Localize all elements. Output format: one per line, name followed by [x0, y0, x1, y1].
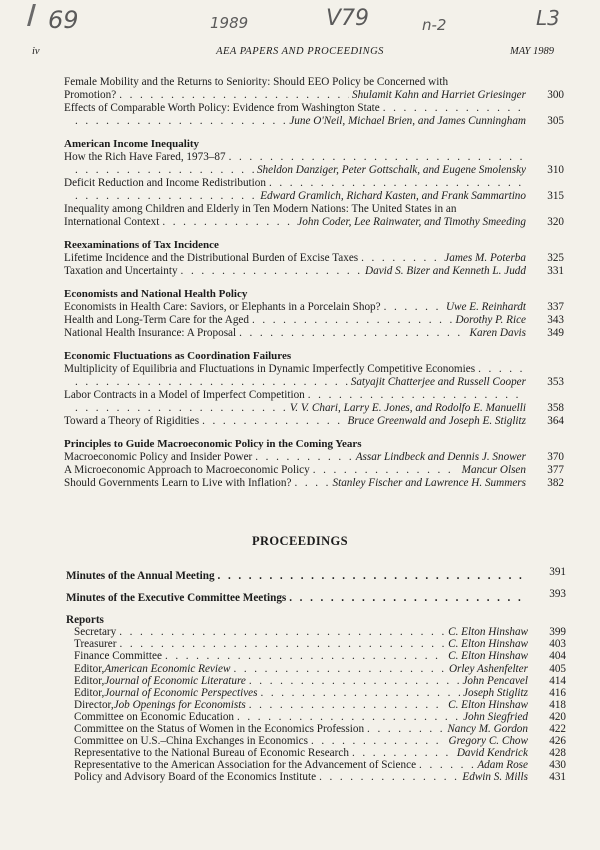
handwritten-note: n-2 — [422, 16, 447, 34]
entry-title: Committee on the Status of Women in the Economics Profession — [74, 723, 365, 736]
entry-page: 382 — [547, 477, 564, 489]
entry-author: John Siegfried — [463, 710, 528, 723]
toc-entry — [64, 177, 564, 190]
entry-author: Uwe E. Reinhardt — [445, 301, 526, 313]
leader-dots — [119, 626, 445, 638]
leader-dots — [383, 102, 523, 115]
toc-section — [64, 288, 564, 340]
page-number: iv — [32, 46, 40, 57]
entry-title: Effects of Comparable Worth Policy: Evidence from Washington State — [64, 102, 380, 114]
leader-dots — [202, 415, 344, 428]
entry-author: V. V. Chari, Larry E. Jones, and Rodolfo E. Manuelli — [289, 402, 526, 414]
entry-title: Minutes of the Executive Committee Meetings — [66, 592, 287, 605]
entry-page: 364 — [547, 415, 564, 427]
entry-line — [66, 675, 528, 687]
entry-title-line — [64, 203, 526, 216]
entry-author: Joseph Stiglitz — [463, 686, 528, 699]
toc-entry — [64, 164, 564, 177]
report-entry — [66, 759, 566, 771]
entry-page: 426 — [549, 735, 566, 748]
leader-dots — [233, 663, 446, 675]
entry-title: Representative to the National Bureau of Economic Research — [74, 747, 349, 760]
entry-title: Health and Long-Term Care for the Aged — [64, 314, 249, 326]
leader-dots — [289, 592, 525, 604]
entry-title: Director, — [74, 698, 114, 711]
toc-entry — [64, 314, 564, 327]
entry-line — [66, 771, 528, 783]
entry-page: 370 — [547, 451, 564, 463]
entry-line — [64, 402, 526, 415]
toc-entry — [64, 389, 564, 402]
toc-entry — [64, 76, 564, 102]
entry-author: Assar Lindbeck and Dennis J. Snower — [355, 451, 526, 463]
entry-line — [64, 314, 526, 327]
report-entry — [66, 650, 566, 662]
entry-title: Editor, — [74, 662, 105, 675]
entry-title: Promotion? — [64, 89, 117, 101]
leader-dots — [419, 759, 474, 771]
entry-title: Treasurer — [74, 638, 117, 651]
leader-dots — [119, 638, 445, 650]
entry-page: 305 — [547, 115, 564, 127]
entry-page: 430 — [549, 759, 566, 772]
entry-author: Shulamit Kahn and Harriet Griesinger — [351, 89, 526, 101]
entry-line — [66, 723, 528, 735]
leader-dots — [478, 363, 523, 376]
proceedings-entry — [66, 566, 566, 582]
entry-author: Edwin S. Mills — [462, 771, 528, 784]
toc-entry — [64, 415, 564, 428]
leader-dots — [75, 164, 254, 177]
report-entry — [66, 663, 566, 675]
entry-page: 320 — [547, 216, 564, 228]
leader-dots — [319, 771, 459, 783]
entry-title: Taxation and Uncertainty — [64, 265, 178, 277]
toc-entry — [64, 451, 564, 464]
proceedings-title: PROCEEDINGS — [251, 534, 349, 548]
section-heading: Principles to Guide Macroeconomic Policy in the Coming Years — [64, 438, 362, 450]
entry-title: Labor Contracts in a Model of Imperfect Competition — [64, 389, 305, 401]
entry-line — [64, 252, 526, 265]
entry-author: C. Elton Hinshaw — [448, 698, 528, 711]
toc-entry — [64, 376, 564, 389]
entry-title-line — [64, 76, 526, 89]
leader-dots — [119, 89, 349, 102]
toc-entry — [64, 203, 564, 229]
entry-author: Mancur Olsen — [461, 464, 526, 476]
entry-author: Nancy M. Gordon — [447, 723, 528, 736]
entry-page: 377 — [547, 464, 564, 476]
toc-entry — [64, 265, 564, 278]
entry-title: Minutes of the Annual Meeting — [66, 570, 215, 582]
handwritten-note: 1989 — [210, 14, 249, 32]
entry-line — [64, 190, 526, 203]
entry-line — [66, 699, 528, 711]
entry-title: International Context — [64, 216, 160, 228]
entry-page: 405 — [549, 662, 566, 675]
leader-dots — [239, 327, 466, 340]
toc-entry — [64, 464, 564, 477]
entry-page: 414 — [549, 674, 566, 687]
toc-section — [64, 438, 564, 490]
toc-entry — [64, 402, 564, 415]
entry-line — [64, 415, 526, 428]
entry-line — [64, 327, 526, 340]
report-entry — [66, 711, 566, 723]
entry-author: Sheldon Danziger, Peter Gottschalk, and Eugene Smolensky — [256, 164, 526, 176]
leader-dots — [311, 735, 446, 747]
entry-author: C. Elton Hinshaw — [448, 626, 528, 639]
entry-page: 331 — [547, 265, 564, 277]
proceedings-entry — [66, 588, 566, 605]
entry-author: James M. Poterba — [444, 252, 526, 264]
entry-line — [64, 177, 526, 190]
leader-dots — [249, 675, 460, 687]
leader-dots — [75, 115, 286, 128]
toc-entry — [64, 363, 564, 376]
report-entry — [66, 687, 566, 699]
entry-page: 404 — [549, 650, 566, 663]
publication-title: Journal of Economic Perspectives — [104, 686, 258, 699]
entry-line — [66, 570, 528, 582]
entry-page: 300 — [547, 89, 564, 101]
entry-page: 358 — [547, 402, 564, 414]
entry-author: Satyajit Chatterjee and Russell Cooper — [350, 376, 526, 388]
toc-entry — [64, 115, 564, 128]
leader-dots — [75, 402, 287, 415]
leader-dots — [384, 301, 443, 314]
entry-title: How the Rich Have Fared, 1973–87 — [64, 151, 226, 163]
leader-dots — [260, 687, 460, 699]
entry-line — [64, 102, 526, 115]
entry-title: Inequality among Children and Elderly in Ten Modern Nations: The United States in an — [64, 203, 457, 215]
report-entry — [66, 626, 566, 638]
entry-author: C. Elton Hinshaw — [448, 650, 528, 663]
entry-page: 420 — [549, 710, 566, 723]
leader-dots — [255, 451, 352, 464]
entry-line — [64, 477, 526, 490]
entry-line — [66, 650, 528, 662]
toc-section — [64, 76, 564, 128]
entry-line — [66, 747, 528, 759]
report-entry — [66, 723, 566, 735]
entry-author: Stanley Fischer and Lawrence H. Summers — [332, 477, 526, 489]
proceedings-contents — [66, 566, 566, 784]
entry-author: David Kendrick — [456, 747, 528, 760]
entry-line — [64, 164, 526, 177]
leader-dots — [313, 464, 459, 477]
entry-author: David S. Bizer and Kenneth L. Judd — [365, 265, 526, 277]
leader-dots — [75, 190, 257, 203]
entry-page: 315 — [547, 190, 564, 202]
entry-line — [66, 592, 528, 604]
report-entry — [66, 771, 566, 783]
leader-dots — [294, 477, 329, 490]
entry-line — [64, 115, 526, 128]
leader-dots — [252, 314, 452, 327]
toc-entry — [64, 301, 564, 314]
entry-page: 337 — [547, 301, 564, 313]
entry-author: C. Elton Hinshaw — [448, 638, 528, 651]
table-of-contents — [64, 76, 564, 500]
entry-title: Editor, — [74, 674, 105, 687]
entry-title: Should Governments Learn to Live with Inflation? — [64, 477, 292, 489]
entry-title: Committee on Economic Education — [74, 710, 235, 723]
entry-title: Representative to the American Association for the Advancement of Science — [74, 759, 417, 772]
leader-dots — [361, 252, 441, 265]
report-entry — [66, 735, 566, 747]
entry-page: 325 — [547, 252, 564, 264]
entry-line — [64, 301, 526, 314]
entry-author: Orley Ashenfelter — [448, 662, 528, 675]
entry-page: 422 — [549, 723, 566, 736]
entry-page: 418 — [549, 698, 566, 711]
entry-line — [64, 376, 526, 389]
report-entry — [66, 675, 566, 687]
running-head — [0, 46, 600, 62]
handwritten-note: 69 — [48, 6, 79, 34]
publication-title: American Economic Review — [104, 662, 231, 675]
entry-line — [66, 735, 528, 747]
toc-section — [64, 239, 564, 278]
journal-title: AEA PAPERS AND PROCEEDINGS — [216, 46, 384, 57]
entry-title: Editor, — [74, 686, 105, 699]
entry-line — [66, 711, 528, 723]
entry-page: 353 — [547, 376, 564, 388]
entry-line — [64, 389, 526, 402]
entry-line — [66, 687, 528, 699]
entry-title: Multiplicity of Equilibria and Fluctuations in Dynamic Imperfectly Competitive Economies — [64, 363, 476, 375]
entry-page: 343 — [547, 314, 564, 326]
entry-line — [64, 265, 526, 278]
entry-line — [66, 663, 528, 675]
entry-author: Gregory C. Chow — [448, 735, 528, 748]
entry-title: A Microeconomic Approach to Macroeconomic Policy — [64, 464, 310, 476]
entry-title: Toward a Theory of Rigidities — [64, 415, 200, 427]
toc-entry — [64, 102, 564, 115]
entry-page: 428 — [549, 747, 566, 760]
toc-section — [64, 138, 564, 229]
section-heading: Reexaminations of Tax Incidence — [64, 239, 219, 251]
handwritten-note: L3 — [536, 6, 560, 30]
leader-dots — [229, 151, 523, 164]
report-entry — [66, 747, 566, 759]
entry-author: June O'Neil, Michael Brien, and James Cunningham — [289, 115, 526, 127]
toc-entry — [64, 252, 564, 265]
leader-dots — [367, 723, 444, 735]
leader-dots — [237, 711, 460, 723]
entry-line — [64, 151, 526, 164]
entry-author: John Coder, Lee Rainwater, and Timothy Smeeding — [297, 216, 526, 228]
report-entry — [66, 638, 566, 650]
entry-line — [64, 216, 526, 229]
entry-title: Secretary — [74, 626, 117, 639]
entry-author: Bruce Greenwald and Joseph E. Stiglitz — [347, 415, 526, 427]
entry-line — [64, 451, 526, 464]
leader-dots — [165, 650, 445, 662]
entry-page: 399 — [549, 626, 566, 639]
leader-dots — [249, 699, 445, 711]
toc-entry — [64, 327, 564, 340]
leader-dots — [181, 265, 362, 278]
entry-author: Karen Davis — [469, 327, 526, 339]
toc-section — [64, 350, 564, 428]
entry-title: Macroeconomic Policy and Insider Power — [64, 451, 253, 463]
section-heading: Economic Fluctuations as Coordination Failures — [64, 350, 292, 362]
leader-dots — [218, 570, 525, 582]
entry-page: 349 — [547, 327, 564, 339]
entry-line — [66, 638, 528, 650]
report-entry — [66, 699, 566, 711]
section-heading: American Income Inequality — [64, 138, 200, 150]
entry-title: Economists in Health Care: Saviors, or Elephants in a Porcelain Shop? — [64, 301, 381, 313]
issue-date: MAY 1989 — [509, 46, 554, 57]
entry-author: John Pencavel — [462, 674, 528, 687]
entry-title: Lifetime Incidence and the Distributional Burden of Excise Taxes — [64, 252, 359, 264]
entry-page: 431 — [549, 771, 566, 784]
publication-title: Job Openings for Economists — [113, 698, 246, 711]
entry-title: Deficit Reduction and Income Redistribution — [64, 177, 266, 189]
toc-entry — [64, 190, 564, 203]
leader-dots — [352, 747, 454, 759]
leader-dots — [162, 216, 294, 229]
handwritten-mark — [27, 4, 48, 26]
leader-dots — [308, 389, 523, 402]
leader-dots — [269, 177, 523, 190]
entry-line — [66, 626, 528, 638]
entry-title: Female Mobility and the Returns to Seniority: Should EEO Policy be Concerned with — [64, 76, 449, 88]
toc-entry — [64, 477, 564, 490]
entry-author: Adam Rose — [477, 759, 528, 772]
entry-title: Policy and Advisory Board of the Economics Institute — [74, 771, 317, 784]
entry-line — [66, 759, 528, 771]
toc-entry — [64, 151, 564, 164]
section-heading: Reports — [66, 614, 104, 627]
entry-line — [64, 363, 526, 376]
entry-author: Edward Gramlich, Richard Kasten, and Frank Sammartino — [260, 190, 526, 202]
leader-dots — [75, 376, 348, 389]
entry-title: Committee on U.S.–China Exchanges in Economics — [74, 735, 308, 748]
publication-title: Journal of Economic Literature — [104, 674, 246, 687]
entry-page: 403 — [549, 638, 566, 651]
entry-author: Dorothy P. Rice — [455, 314, 526, 326]
handwritten-note: V79 — [326, 6, 370, 31]
entry-page: 310 — [547, 164, 564, 176]
section-heading: Economists and National Health Policy — [64, 288, 248, 300]
entry-title: National Health Insurance: A Proposal — [64, 327, 237, 339]
entry-line — [64, 464, 526, 477]
entry-page: 393 — [549, 588, 566, 601]
entry-line — [64, 89, 526, 102]
entry-page: 391 — [549, 566, 566, 578]
entry-title: Finance Committee — [74, 650, 162, 663]
entry-page: 416 — [549, 686, 566, 699]
